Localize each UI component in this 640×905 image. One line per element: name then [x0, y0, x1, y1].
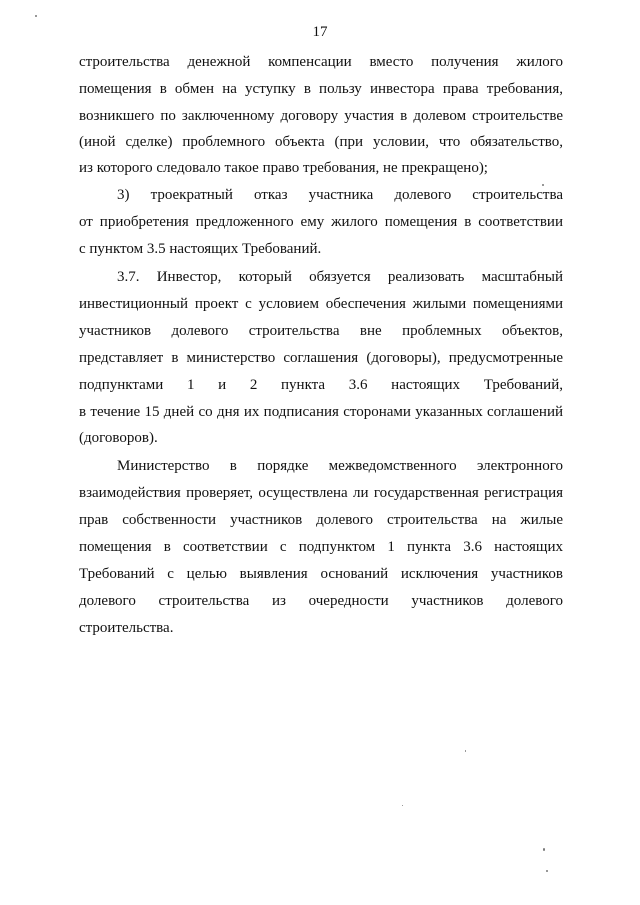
text-line: возникшего по заключенному договору участия в долевом строительстве	[79, 108, 563, 124]
text-line: инвестиционный проект с условием обеспечения жилыми помещениями	[79, 296, 563, 312]
text-line: 3) троекратный отказ участника долевого строительства	[117, 187, 563, 203]
text-line: из которого следовало такое право требования, не прекращено);	[79, 160, 488, 176]
text-line: представляет в министерство соглашения (договоры), предусмотренные	[79, 350, 563, 366]
text-line: строительства.	[79, 620, 174, 636]
text-line: (иной сделке) проблемного объекта (при условии, что обязательство,	[79, 134, 563, 150]
scan-speck	[546, 870, 548, 872]
text-line: Требований с целью выявления оснований исключения участников	[79, 566, 563, 582]
text-line: Министерство в порядке межведомственного электронного	[117, 458, 563, 474]
text-line: подпунктами 1 и 2 пункта 3.6 настоящих Требований,	[79, 377, 563, 393]
page-number: 17	[312, 24, 328, 40]
text-line: участников долевого строительства вне проблемных объектов,	[79, 323, 563, 339]
text-line: в течение 15 дней со дня их подписания сторонами указанных соглашений	[79, 404, 563, 420]
text-line: 3.7. Инвестор, который обязуется реализовать масштабный	[117, 269, 563, 285]
text-line: помещения в обмен на уступку в пользу инвестора права требования,	[79, 81, 563, 97]
text-line: помещения в соответствии с подпунктом 1 пункта 3.6 настоящих	[79, 539, 563, 555]
scan-speck	[543, 848, 545, 851]
text-line: долевого строительства из очередности участников долевого	[79, 593, 563, 609]
text-line: взаимодействия проверяет, осуществлена ли государственная регистрация	[79, 485, 563, 501]
scan-speck	[542, 184, 544, 186]
text-line: с пунктом 3.5 настоящих Требований.	[79, 241, 322, 257]
scan-speck	[35, 15, 37, 17]
text-line: прав собственности участников долевого строительства на жилые	[79, 512, 563, 528]
scan-speck	[465, 750, 466, 752]
text-line: строительства денежной компенсации вместо получения жилого	[79, 54, 563, 70]
text-line: от приобретения предложенного ему жилого помещения в соответствии	[79, 214, 563, 230]
scan-speck	[402, 805, 403, 806]
text-line: (договоров).	[79, 430, 158, 446]
